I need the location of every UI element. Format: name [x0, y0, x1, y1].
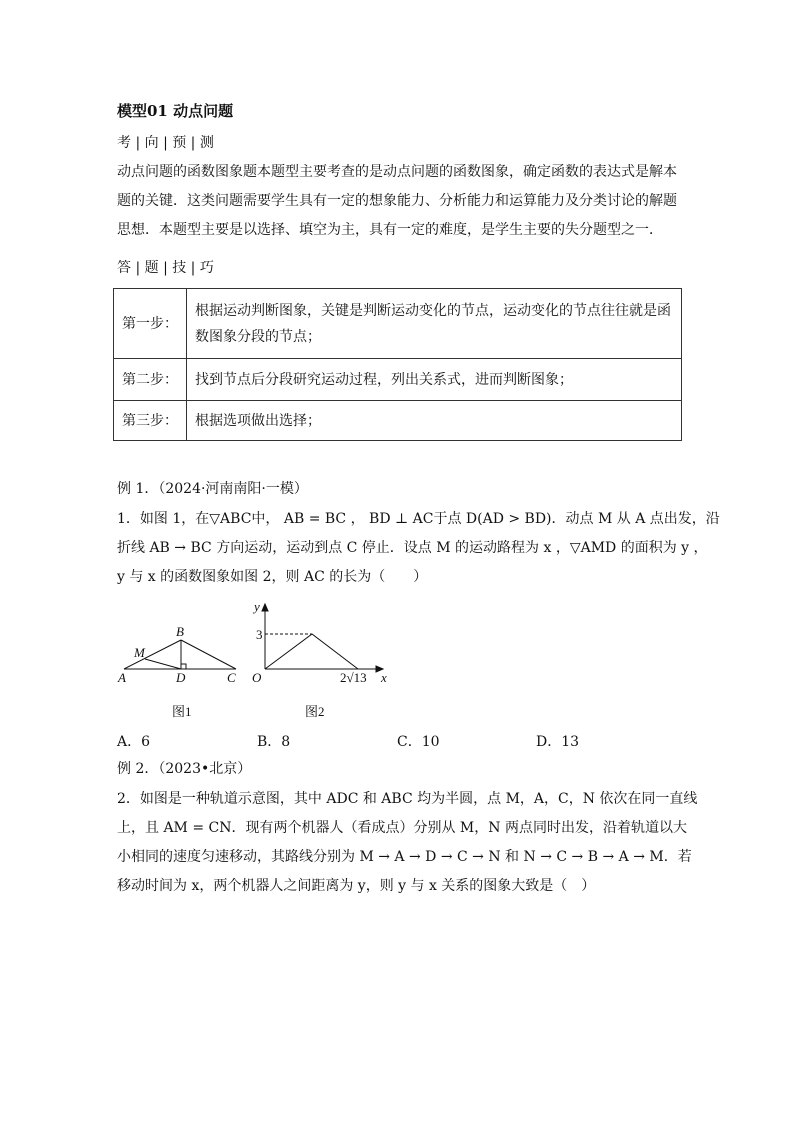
y-tick-label: 3: [256, 627, 263, 642]
example2-line: 上，且 AM = CN．现有两个机器人（看成点）分别从 M，N 两点同时出发，沿着轨道以大: [117, 820, 687, 836]
step-label: 第二步：: [114, 359, 187, 401]
step-label: 第一步：: [114, 289, 187, 359]
step-label: 第三步：: [114, 401, 187, 441]
intro-line: 题的关键．这类问题需要学生具有一定的想象能力、分析能力和运算能力及分类讨论的解题: [117, 193, 677, 209]
example1-line: 折线 AB → BC 方向运动，运动到点 C 停止．设点 M 的运动路程为 x ，▽AMD 的面积为 y ，: [117, 540, 708, 556]
example2-heading: 例 2．（2023•北京）: [117, 761, 252, 777]
y-axis-label: y: [254, 599, 260, 614]
label-M: M: [134, 645, 145, 660]
option-b: B．8: [257, 734, 291, 750]
section-heading-tips: 答 | 题 | 技 | 巧: [117, 260, 214, 276]
example1-heading: 例 1．（2024·河南南阳·一模）: [117, 481, 308, 497]
label-B: B: [176, 624, 184, 639]
step-text: 根据运动判断图象，关键是判断运动变化的节点，运动变化的节点往往就是函数图象分段的节点；: [187, 289, 682, 359]
origin-label: O: [252, 670, 262, 685]
step-text: 根据选项做出选择；: [187, 401, 682, 441]
example1-line: 1．如图 1，在▽ABC中， AB = BC ， BD ⊥ AC于点 D(AD > BD)．动点 M 从 A 点出发，沿: [117, 511, 720, 527]
x-tick-label: 2√13: [340, 670, 367, 685]
label-D: D: [176, 670, 186, 685]
example2-line: 小相同的速度匀速移动，其路线分别为 M → A → D → C → N 和 N → C → B → A → M．若: [117, 849, 692, 865]
option-c: C．10: [397, 734, 440, 750]
label-A: A: [118, 670, 126, 685]
option-d: D．13: [536, 734, 580, 750]
figure-2-caption: 图2: [305, 704, 325, 719]
page-title: 模型01 动点问题: [117, 102, 234, 120]
x-axis-label: x: [381, 670, 387, 685]
figure-2: [262, 604, 383, 672]
label-C: C: [227, 670, 236, 685]
example2-line: 移动时间为 x，两个机器人之间距离为 y，则 y 与 x 关系的图象大致是（ ）: [117, 878, 596, 894]
intro-line: 思想．本题型主要是以选择、填空为主，具有一定的难度，是学生主要的失分题型之一．: [117, 222, 663, 238]
example1-line: y 与 x 的函数图象如图 2，则 AC 的长为（ ）: [117, 569, 428, 585]
section-heading-forecast: 考 | 向 | 预 | 测: [117, 135, 214, 151]
intro-line: 动点问题的函数图象题本题型主要考查的是动点问题的函数图象，确定函数的表达式是解本: [117, 164, 677, 180]
option-a: A．6: [117, 734, 151, 750]
step-text: 找到节点后分段研究运动过程，列出关系式，进而判断图象；: [187, 359, 682, 401]
example2-line: 2．如图是一种轨道示意图，其中 ADC 和 ABC 均为半圆，点 M，A，C，N 依次在同一直线: [117, 791, 698, 807]
figure-1-caption: 图1: [172, 704, 192, 719]
